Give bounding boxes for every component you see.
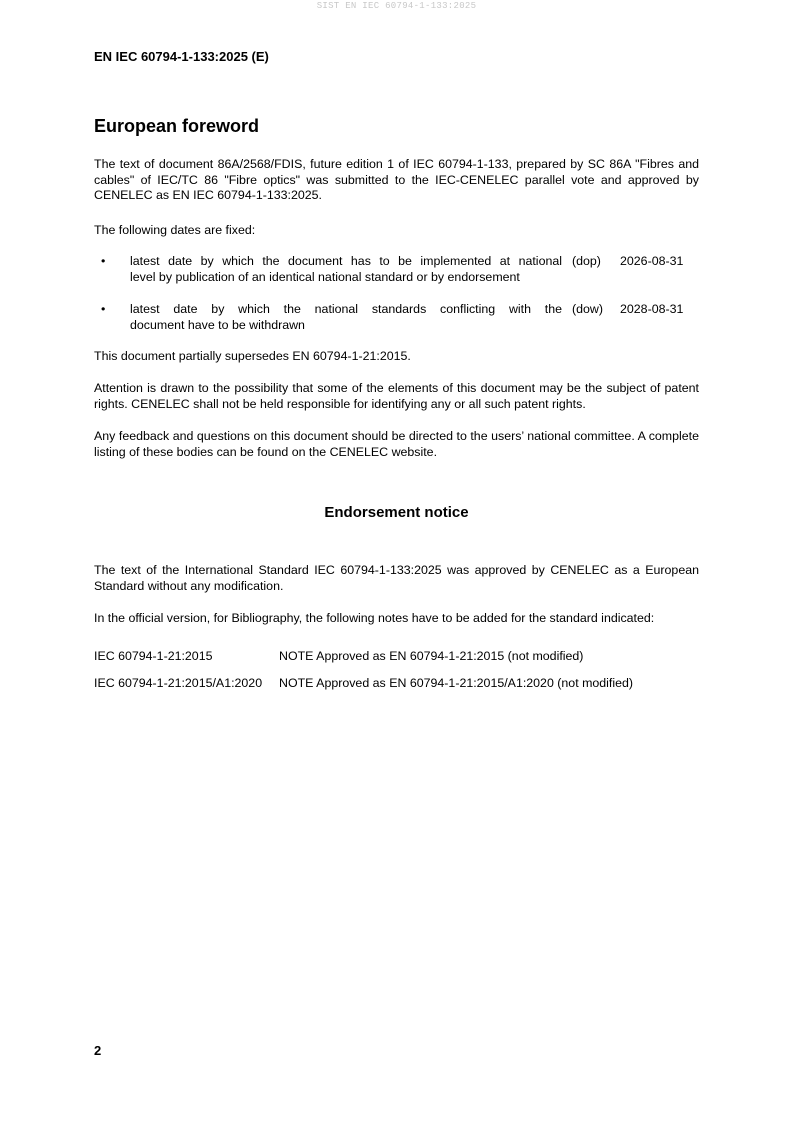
date-value: 2026-08-31: [620, 254, 684, 268]
dates-intro-paragraph: The following dates are fixed:: [94, 223, 256, 237]
official-version-paragraph: In the official version, for Bibliography, the following notes have to be added for the standard indicated:: [94, 611, 655, 625]
bullet-glyph: •: [101, 302, 106, 316]
date-value: 2028-08-31: [620, 302, 684, 316]
page-number: 2: [94, 1043, 102, 1058]
date-code: (dop): [572, 254, 601, 268]
date-code: (dow): [572, 302, 603, 316]
bibliography-reference: IEC 60794-1-21:2015/A1:2020: [94, 676, 263, 690]
date-description: [130, 254, 562, 285]
supersedes-paragraph: This document partially supersedes EN 60794-1-21:2015.: [94, 349, 411, 363]
bibliography-note: NOTE Approved as EN 60794-1-21:2015/A1:2020 (not modified): [279, 676, 634, 690]
date-row-dop: [94, 254, 699, 288]
foreword-heading: European foreword: [94, 116, 260, 136]
date-description-line1: latest date by which the national standards conflicting with the: [130, 302, 562, 316]
date-description-line2: document have to be withdrawn: [130, 317, 305, 332]
feedback-paragraph: Any feedback and questions on this document should be directed to the users’ national committee. A complete listing of these bodies can be found on the CENELEC website.: [94, 429, 699, 459]
endorsement-paragraph: The text of the International Standard IEC 60794-1-133:2025 was approved by CENELEC as a European Standard without any modification.: [94, 563, 699, 593]
date-description: [130, 302, 562, 333]
watermark: SIST EN IEC 60794-1-133:2025: [316, 1, 477, 11]
date-description-line1: latest date by which the document has to be implemented at national: [130, 254, 562, 268]
bibliography-note: NOTE Approved as EN 60794-1-21:2015 (not modified): [279, 649, 584, 663]
endorsement-heading: Endorsement notice: [324, 504, 469, 521]
patent-attention-paragraph: Attention is drawn to the possibility that some of the elements of this document may be the subject of patent rights. CENELEC shall not be held responsible for identifying any or all such patent rights.: [94, 381, 699, 411]
date-row-dow: [94, 302, 699, 336]
date-description-line2: level by publication of an identical national standard or by endorsement: [130, 269, 520, 284]
document-id: EN IEC 60794-1-133:2025 (E): [94, 49, 269, 64]
foreword-intro-paragraph: The text of document 86A/2568/FDIS, future edition 1 of IEC 60794-1-133, prepared by SC 86A "Fibres and cables" of IEC/TC 86 "Fibre optics" was submitted to the IEC-CENELEC parallel vote and approved by CENELEC as EN IEC 60794-1-133:2025.: [94, 157, 699, 202]
bullet-glyph: •: [101, 254, 106, 268]
bibliography-reference: IEC 60794-1-21:2015: [94, 649, 213, 663]
